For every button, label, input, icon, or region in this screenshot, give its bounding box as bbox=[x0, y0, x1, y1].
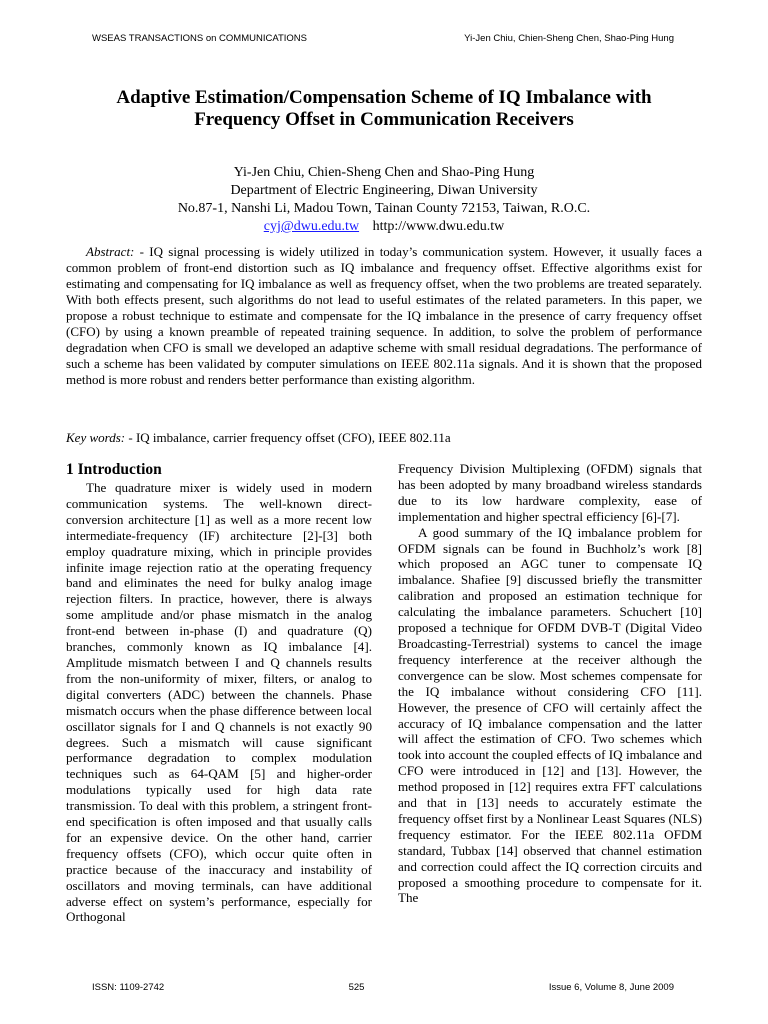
title-line-2: Frequency Offset in Communication Receivers bbox=[194, 109, 574, 130]
paper-title bbox=[60, 87, 708, 131]
keywords-label: Key words: bbox=[66, 430, 126, 445]
right-column bbox=[398, 461, 702, 906]
intro-paragraph-1: The quadrature mixer is widely used in modern communication systems. The well-known direct-conversion architecture [1] as well as a more recent low intermediate-frequency (IF) architecture [2]-[3] both employ quadrature mixing, which in principle provides infinite image rejection ratio at the operating frequency band and eliminates the need for bulky analog image rejection filters. In practice, however, there is always some amplitude and/or phase mismatch in the analog front-end between in-phase (I) and quadrature (Q) branches, commonly known as IQ imbalance [4]. Amplitude mismatch between I and Q channels results from the non-uniformity of mixer, filters, or analog to digital converters (ADC) between the channels. Phase mismatch occurs when the phase difference between local oscillator signals for I and Q channels is not exactly 90 degrees. Such a mismatch will cause significant performance degradation to complex modulation techniques such as 64-QAM [5] and higher-order modulations typically used for high data rate transmission. To deal with this problem, a stringent front-end specification is often imposed and that usually calls for an expensive device. On the other hand, carrier frequency offsets (CFO), which occur quite often in practice because of the inaccuracy and instability of oscillators and moving terminals, can have additional adverse effect on system’s performance, especially for Orthogonal bbox=[66, 480, 372, 925]
journal-name: WSEAS TRANSACTIONS on COMMUNICATIONS bbox=[92, 32, 308, 44]
left-column bbox=[66, 460, 372, 925]
website-link[interactable]: http://www.dwu.edu.tw bbox=[372, 219, 505, 234]
keywords bbox=[66, 430, 702, 446]
footer-issue: Issue 6, Volume 8, June 2009 bbox=[548, 981, 674, 993]
keywords-text: - IQ imbalance, carrier frequency offset (CFO), IEEE 802.11a bbox=[128, 430, 451, 445]
header-authors: Yi-Jen Chiu, Chien-Sheng Chen, Shao-Ping Hung bbox=[464, 32, 674, 44]
email-link[interactable]: cyj@dwu.edu.tw bbox=[263, 219, 360, 234]
contact-line bbox=[60, 218, 708, 236]
footer-issn: ISSN: 1109-2742 bbox=[92, 981, 165, 993]
intro-paragraph-1-continued: Frequency Division Multiplexing (OFDM) signals that has been adopted by many broadband wireless standards due to its low hardware complexity, ease of implementation and higher spectral efficiency [6]-[7]. bbox=[398, 461, 702, 524]
running-header bbox=[92, 31, 674, 45]
running-footer bbox=[92, 980, 674, 994]
page-number: 525 bbox=[348, 981, 365, 993]
abstract-text: - IQ signal processing is widely utilized in today’s communication system. However, it usually faces a common problem of front-end distortion such as IQ imbalance and frequency offset. Effective algorithms exist for estimating and compensating for IQ imbalance as well as frequency offset, when the two problems are treated separately. With both effects present, such algorithms do not lead to useful estimates of the related parameters. In this paper, we propose a robust technique to estimate and compensate for the IQ imbalance in the presence of carry frequency offset (CFO) by using a known preamble of repeated training sequence. In addition, to solve the problem of performance degradation when CFO is small we developed an adaptive scheme with small residual degradations. The performance of such a scheme has been validated by computer simulations on IEEE 802.11a signals. And it is shown that the proposed method is more robust and renders better performance than existing algorithm. bbox=[66, 244, 702, 387]
author-department: Department of Electric Engineering, Diwan University bbox=[230, 183, 538, 198]
section-heading-introduction: 1 Introduction bbox=[66, 461, 162, 478]
title-line-1: Adaptive Estimation/Compensation Scheme of IQ Imbalance with bbox=[116, 87, 652, 108]
author-address: No.87-1, Nanshi Li, Madou Town, Tainan County 72153, Taiwan, R.O.C. bbox=[177, 201, 591, 216]
author-names: Yi-Jen Chiu, Chien-Sheng Chen and Shao-Ping Hung bbox=[233, 165, 535, 180]
author-info bbox=[60, 164, 708, 236]
intro-paragraph-2: A good summary of the IQ imbalance problem for OFDM signals can be found in Buchholz’s work [8] which proposed an AGC tuner to compensate IQ imbalance. Shafiee [9] discussed briefly the transmitter calibration and proposed an estimation technique for calculating the imbalance parameters. Schuchert [10] proposed a technique for OFDM DVB-T (Digital Video Broadcasting-Terrestrial) systems to cancel the image frequency interference at the receiver although the convergence can be slow. Most schemes compensate for the IQ imbalance without considering CFO [11]. However, the presence of CFO will certainly affect the accuracy of IQ imbalance compensation and the latter will affect the estimation of CFO. Two schemes which took into account the coupled effects of IQ imbalance and CFO were introduced in [12] and [13]. However, the method proposed in [12] requires extra FFT calculations and that in [13] needs to accurately estimate the frequency offset first by a Nonlinear Least Squares (NLS) frequency estimator. For the IEEE 802.11a OFDM standard, Tubbax [14] observed that channel estimation and correction could affect the IQ correction circuits and proposed a smoothing procedure to compensate for it. The bbox=[398, 524, 702, 906]
abstract bbox=[66, 244, 702, 388]
abstract-label: Abstract: bbox=[86, 244, 135, 259]
